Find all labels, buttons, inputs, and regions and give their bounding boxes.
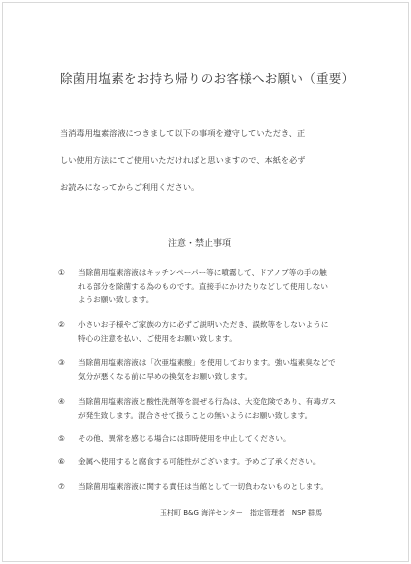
item-text xyxy=(78,356,336,383)
item-number: ① xyxy=(58,268,65,277)
list-item xyxy=(58,356,336,383)
item-text xyxy=(78,318,328,345)
list-item xyxy=(58,455,320,469)
document-title: 除菌用塩素をお持ち帰りのお客様へお願い（重要） xyxy=(60,71,355,86)
list-item xyxy=(58,432,291,446)
item-text xyxy=(78,395,336,422)
item-line: 当除菌用塩素溶液は「次亜塩素酸」を使用しております。強い塩素臭などで xyxy=(78,358,336,367)
list-item xyxy=(58,318,328,345)
list-item xyxy=(58,266,328,307)
intro-line: しい使用方法にてご使用いただければと思いますので、本紙を必ず xyxy=(60,155,306,165)
section-heading: 注意・禁止事項 xyxy=(168,239,232,249)
item-line: 小さいお子様やご家族の方に必ずご説明いただき、誤飲等をしないように xyxy=(78,320,329,329)
item-line: ようお願い致します。 xyxy=(78,295,154,304)
item-line: れる部分を除菌する為のものです。直接手にかけたりなどして使用しない xyxy=(78,281,328,291)
intro-paragraph xyxy=(60,120,360,201)
intro-line: 当消毒用塩素溶液につきまして以下の事項を遵守していただき、正 xyxy=(60,128,306,138)
list-item xyxy=(58,480,328,494)
item-text xyxy=(78,480,328,494)
item-line: その他、異常を感じる場合には即時使用を中止してください。 xyxy=(78,434,291,443)
footer-signature: 玉村町 B&G 海洋センター 指定管理者 NSP 群馬 xyxy=(160,509,322,517)
item-number: ⑤ xyxy=(58,434,65,443)
item-text xyxy=(78,266,328,307)
item-line: 特心の注意を払い、ご使用をお願い致します。 xyxy=(78,333,237,343)
item-number: ② xyxy=(58,320,65,329)
item-number: ④ xyxy=(58,397,65,406)
item-line: が発生致します。混合させて扱うことの無いようにお願い致します。 xyxy=(78,410,313,420)
item-line: 気分が悪くなる前に早めの換気をお願い致します。 xyxy=(78,371,253,381)
item-number: ③ xyxy=(58,358,65,367)
item-text xyxy=(78,455,320,469)
item-line: 当除菌用塩素溶液と酸性洗剤等を混ぜる行為は、大変危険であり、有毒ガス xyxy=(78,397,337,406)
item-line: 当除菌用塩素溶液に関する責任は当館として一切負わないものとします。 xyxy=(78,482,328,491)
item-text xyxy=(78,432,291,446)
intro-line: お読みになってからご利用ください。 xyxy=(60,182,200,192)
item-line: 金属へ使用すると腐食する可能性がございます。予めご了承ください。 xyxy=(78,457,321,466)
item-number: ⑦ xyxy=(58,482,65,491)
item-number: ⑥ xyxy=(58,457,65,466)
list-item xyxy=(58,395,336,422)
item-line: 当除菌用塩素溶液はキッチンペーパー等に噴霧して、ドアノブ等の手の触 xyxy=(78,268,327,277)
